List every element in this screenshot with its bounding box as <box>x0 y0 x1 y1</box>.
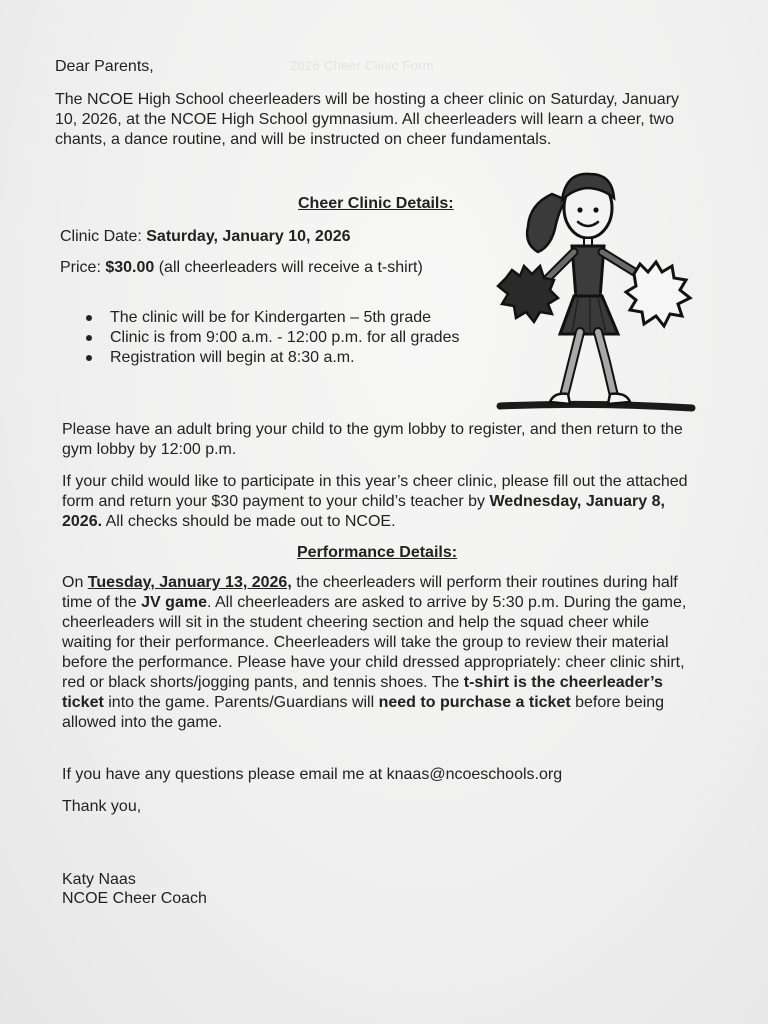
price-value: $30.00 <box>105 259 155 276</box>
clinic-date-label: Clinic Date: <box>60 228 147 245</box>
price-label: Price: <box>60 259 106 276</box>
clinic-details-heading: Cheer Clinic Details: <box>298 195 454 212</box>
thank-you-line: Thank you, <box>62 798 142 815</box>
bullet-dot-icon <box>86 335 92 341</box>
price-line <box>60 258 423 278</box>
cheerleader-illustration-icon <box>494 166 700 418</box>
performance-date: Tuesday, January 13, 2026, <box>87 574 292 591</box>
bullet-dot-icon <box>86 315 92 321</box>
greeting: Dear Parents, <box>55 58 154 75</box>
price-note: (all cheerleaders will receive a t-shirt) <box>154 259 423 276</box>
list-item: Clinic is from 9:00 a.m. - 12:00 p.m. for all grades <box>82 328 459 348</box>
jv-game: JV game <box>141 594 207 611</box>
clinic-date-value: Saturday, January 10, 2026 <box>146 228 351 245</box>
signer-name: Katy Naas <box>62 871 136 888</box>
clinic-date-line <box>60 227 351 247</box>
clinic-bullets <box>82 308 459 368</box>
bleed-through-text: 2026 Cheer Clinic Form <box>290 58 434 73</box>
bullet-dot-icon <box>86 355 92 361</box>
intro-paragraph: The NCOE High School cheerleaders will be hosting a cheer clinic on Saturday, January 10, 2026, at the NCOE High School gymnasium. All cheerleaders will learn a cheer, two chants, a dance routine, and will be instructed on cheer fundamentals. <box>55 91 680 148</box>
adult-note-paragraph: Please have an adult bring your child to the gym lobby to register, and then return to the gym lobby by 12:00 p.m. <box>62 421 683 458</box>
list-item: The clinic will be for Kindergarten – 5th grade <box>82 308 459 328</box>
list-item: Registration will begin at 8:30 a.m. <box>82 348 459 368</box>
purchase-ticket-note: need to purchase a ticket <box>378 694 571 711</box>
form-deadline: Wednesday, January 8, 2026. <box>62 493 665 530</box>
form-note-paragraph: If your child would like to participate in this year’s cheer clinic, please fill out the attached form and return your $30 payment to your child’s teacher by Wednesday, January 8, 2026. All checks should be made out to NCOE. <box>62 473 688 530</box>
questions-line: If you have any questions please email me at knaas@ncoeschools.org <box>62 766 563 783</box>
signer-title: NCOE Cheer Coach <box>62 890 207 907</box>
ticket-note: t-shirt is the cheerleader’s ticket <box>62 674 663 711</box>
performance-details-heading: Performance Details: <box>297 544 458 561</box>
performance-paragraph: On Tuesday, January 13, 2026, the cheerleaders will perform their routines during half time of the JV game. All cheerleaders are asked to arrive by 5:30 p.m. During the game, cheerleaders will sit in the student cheering section and help the squad cheer while waiting for their performance. Cheerleaders will take the group to review their material before the performance. Please have your child dressed appropriately: cheer clinic shirt, red or black shorts/jogging pants, and tennis shoes. The t-shirt is the cheerleader’s ticket into the game. Parents/Guardians will need to purchase a ticket before being allowed into the game. <box>62 574 687 731</box>
